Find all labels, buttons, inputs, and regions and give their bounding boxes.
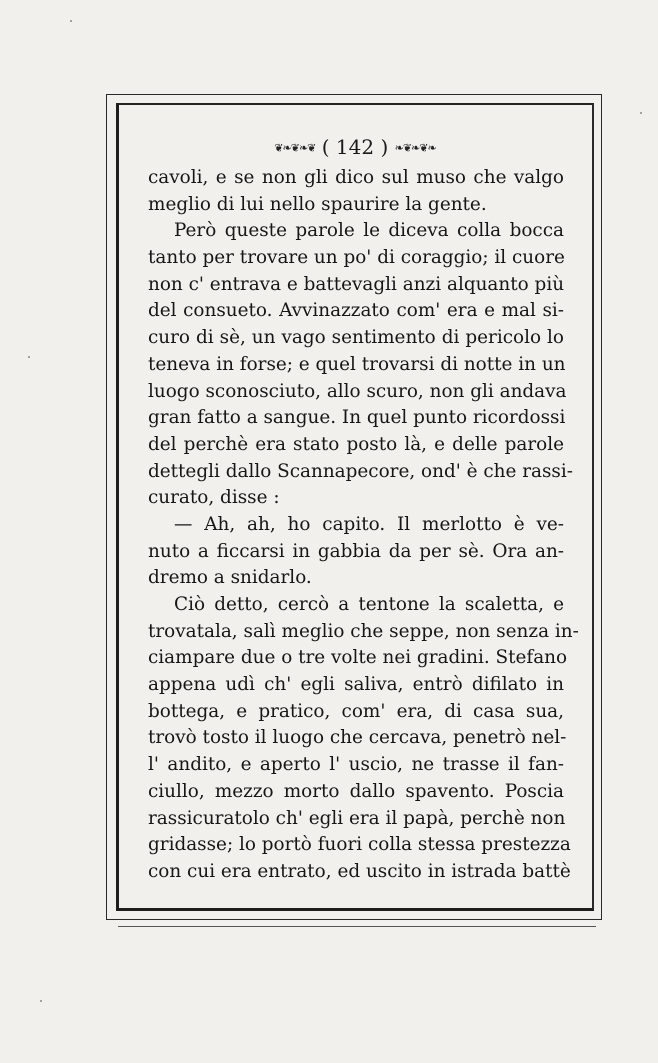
page-header <box>140 134 570 162</box>
text-line: — Ah, ah, ho capito. Il merlotto è ve- <box>174 513 564 535</box>
text-line: curato, disse : <box>148 487 280 509</box>
text-line: tanto per trovare un po' di coraggio; il cuore <box>148 247 565 269</box>
text-line: gran fatto a sangue. In quel punto ricordossi <box>148 407 566 429</box>
text-line: non c' entrava e battevagli anzi alquanto più <box>148 273 565 295</box>
text-line: appena udì ch' egli saliva, entrò difilato in <box>148 674 564 696</box>
text-line: trovò tosto il luogo che cercava, penetrò nel- <box>148 727 567 749</box>
text-line: cavoli, e se non gli dico sul muso che valgo <box>148 167 564 188</box>
ornament-right-icon: ❧❦❧❦❧ <box>394 141 436 155</box>
text-line: del perchè era stato posto là, e delle parole <box>148 433 564 455</box>
text-line: gridasse; lo portò fuori colla stessa prestezza <box>148 834 571 856</box>
bottom-rule <box>118 926 596 927</box>
text-line: rassicuratolo ch' egli era il papà, perchè non <box>148 807 566 829</box>
text-line: curo di sè, un vago sentimento di pericolo lo <box>148 327 564 349</box>
text-line: meglio di lui nello spaurire la gente. <box>148 193 487 215</box>
text-line: Ciò detto, cercò a tentone la scaletta, e <box>174 594 564 615</box>
text-line: Però queste parole le diceva colla bocca <box>174 220 564 242</box>
text-line: luogo sconosciuto, allo scuro, non gli andava <box>148 380 567 402</box>
paper-speck <box>40 1000 42 1002</box>
page-number: ( 142 ) <box>321 135 389 159</box>
text-line: l' andito, e aperto l' uscio, ne trasse il fan- <box>148 754 564 776</box>
text-line: teneva in forse; e quel trovarsi di notte in un <box>148 353 566 375</box>
text-line: dettegli dallo Scannapecore, ond' è che rassi- <box>148 460 573 482</box>
text-line: ciampare due o tre volte nei gradini. Stefano <box>148 647 568 669</box>
paper-speck <box>70 20 72 22</box>
body-text <box>148 165 579 886</box>
ornament-left-icon: ❦❧❦❧❦ <box>274 141 316 155</box>
text-line: nuto a ficcarsi in gabbia da per sè. Ora an- <box>148 540 564 562</box>
text-line: bottega, e pratico, com' era, di casa sua, <box>148 700 564 722</box>
text-line: ciullo, mezzo morto dallo spavento. Poscia <box>148 780 564 802</box>
text-line: con cui era entrato, ed uscito in istrada battè <box>148 860 571 882</box>
text-line: dremo a snidarlo. <box>148 567 312 589</box>
text-line: del consueto. Avvinazzato com' era e mal si- <box>148 300 564 322</box>
paper-speck <box>28 356 30 358</box>
text-line: trovatala, salì meglio che seppe, non senza in- <box>148 620 579 642</box>
paper-speck <box>640 112 642 114</box>
